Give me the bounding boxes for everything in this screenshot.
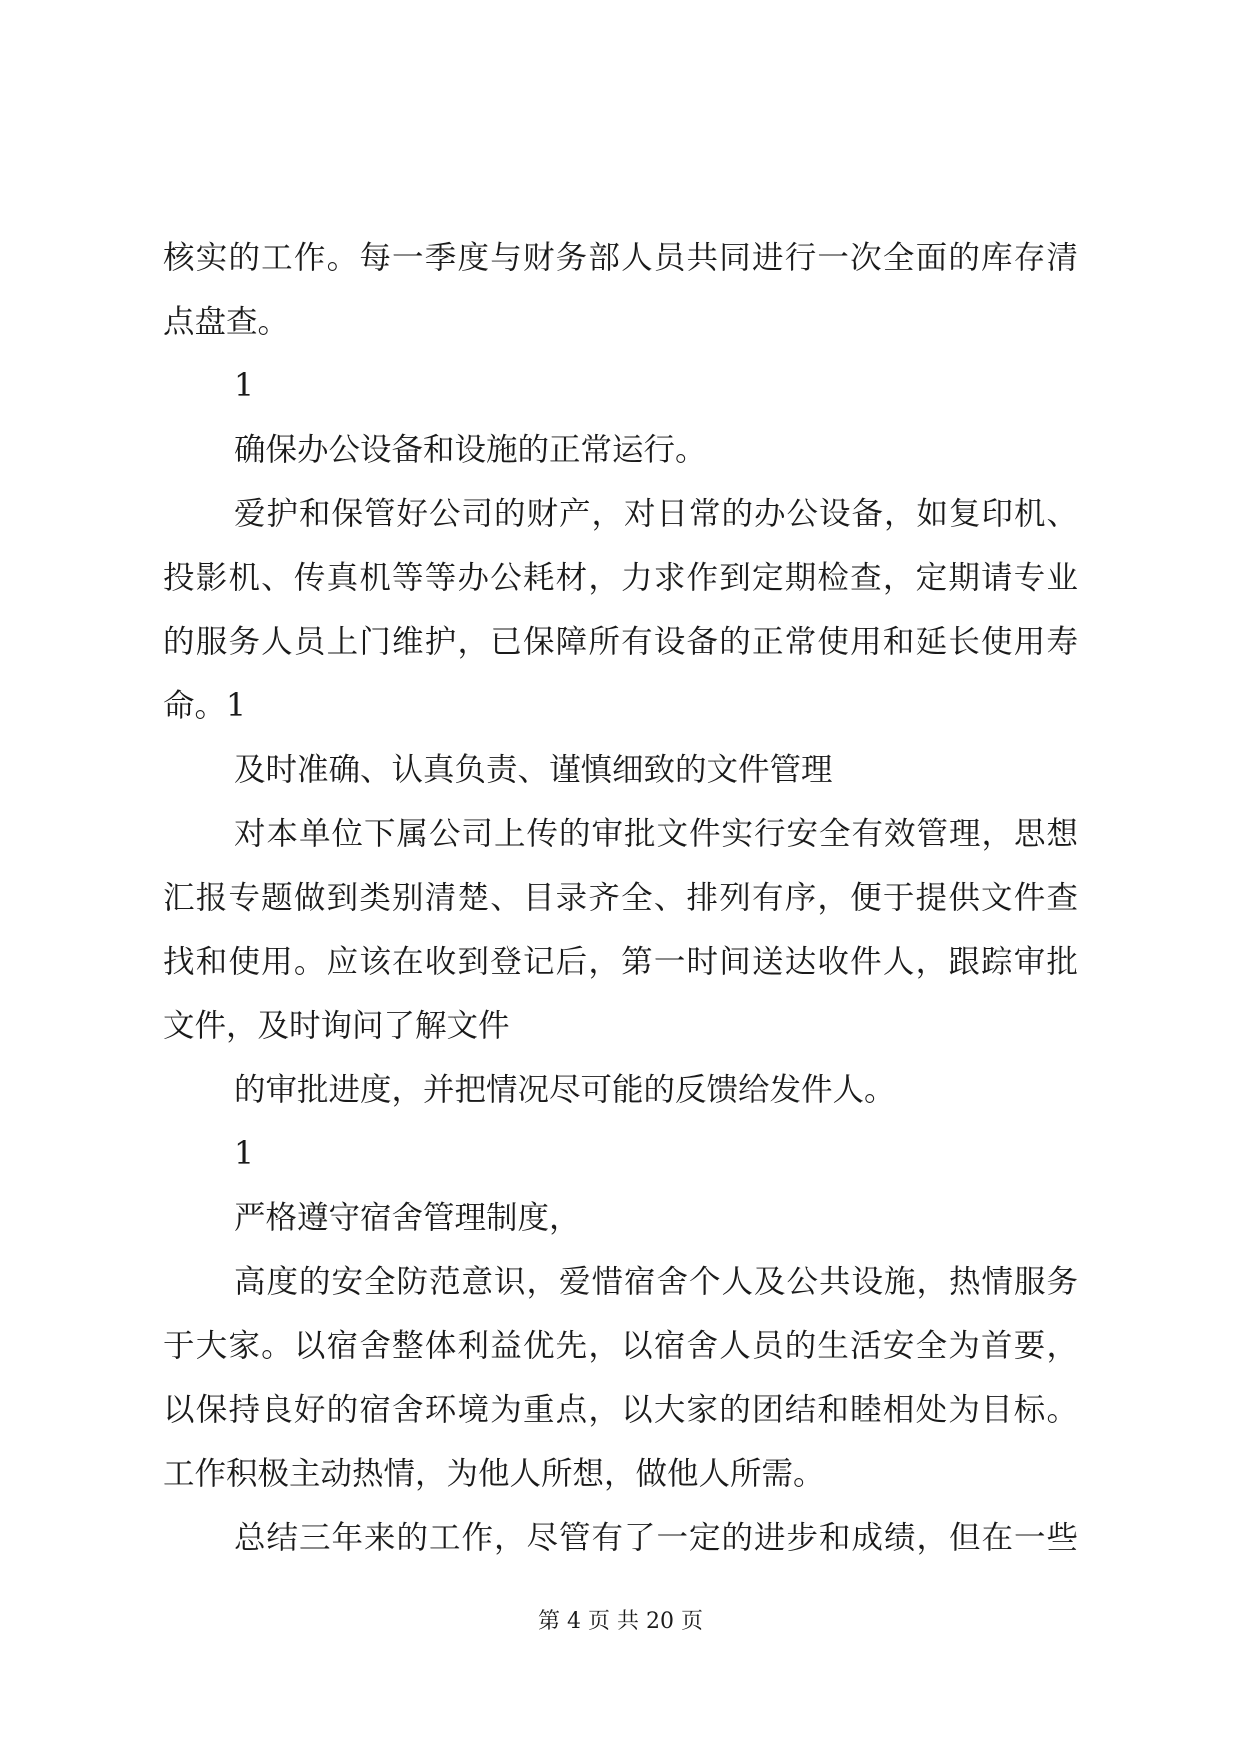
body-text-line: 命。1 [163, 688, 247, 724]
body-text-line: 找和使用。应该在收到登记后，第一时间送达收件人，跟踪审批 [163, 944, 1078, 980]
body-text-line: 核实的工作。每一季度与财务部人员共同进行一次全面的库存清 [163, 240, 1078, 276]
page-number-footer: 第 4 页 共 20 页 [538, 1609, 703, 1634]
list-marker: 1 [234, 368, 255, 404]
section-heading: 确保办公设备和设施的正常运行。 [234, 432, 707, 468]
body-text-line: 对本单位下属公司上传的审批文件实行安全有效管理，思想 [234, 816, 1078, 852]
body-text-line: 于大家。以宿舍整体利益优先，以宿舍人员的生活安全为首要， [163, 1328, 1078, 1364]
body-text-line: 高度的安全防范意识，爱惜宿舍个人及公共设施，热情服务 [234, 1264, 1078, 1300]
body-text-line: 爱护和保管好公司的财产，对日常的办公设备，如复印机、 [234, 496, 1078, 532]
body-text-line: 投影机、传真机等等办公耗材，力求作到定期检查，定期请专业 [163, 560, 1078, 596]
body-text-line: 以保持良好的宿舍环境为重点，以大家的团结和睦相处为目标。 [163, 1392, 1078, 1428]
body-text-line: 文件，及时询问了解文件 [163, 1008, 510, 1044]
section-heading: 严格遵守宿舍管理制度， [234, 1200, 581, 1236]
body-text-line: 的审批进度，并把情况尽可能的反馈给发件人。 [234, 1072, 896, 1108]
body-text-line: 的服务人员上门维护，已保障所有设备的正常使用和延长使用寿 [163, 624, 1078, 660]
body-text-line: 总结三年来的工作，尽管有了一定的进步和成绩，但在一些 [234, 1520, 1078, 1556]
section-heading: 及时准确、认真负责、谨慎细致的文件管理 [234, 752, 833, 788]
body-text-line: 汇报专题做到类别清楚、目录齐全、排列有序，便于提供文件查 [163, 880, 1078, 916]
list-marker: 1 [234, 1136, 255, 1172]
body-text-line: 工作积极主动热情，为他人所想，做他人所需。 [163, 1456, 825, 1492]
body-text-line: 点盘查。 [163, 304, 290, 340]
